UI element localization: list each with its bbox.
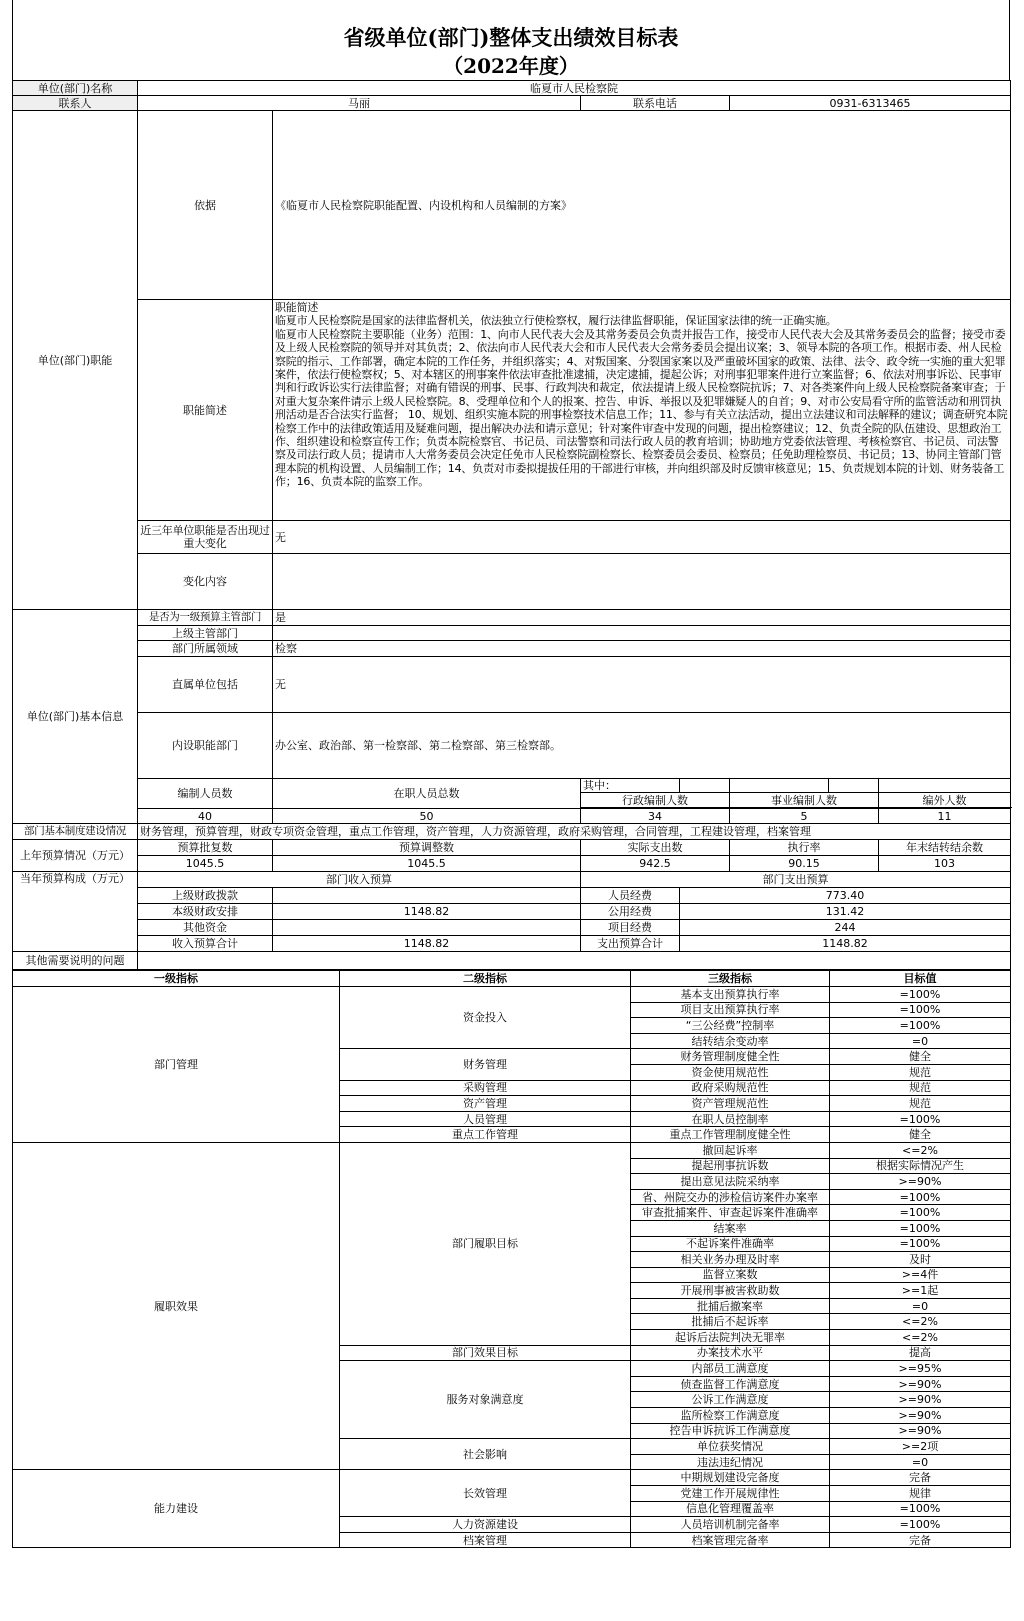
indicator-l3-cell: 审查批捕案件、审查起诉案件准确率 bbox=[631, 1205, 830, 1221]
function-section-label: 单位(部门)职能 bbox=[13, 111, 138, 610]
indicator-l3-cell: 财务管理制度健全性 bbox=[631, 1049, 830, 1065]
indicator-l3-cell: 重点工作管理制度健全性 bbox=[631, 1127, 830, 1143]
indicator-target-cell: >=1起 bbox=[830, 1283, 1011, 1299]
change-content-value bbox=[273, 554, 1011, 610]
indicator-l1-cell: 履职效果 bbox=[13, 1142, 340, 1469]
expense-value-3: 244 bbox=[680, 920, 1011, 936]
indicator-target-cell: =100% bbox=[830, 1517, 1011, 1533]
indicator-l3-cell: 开展刑事被害救助数 bbox=[631, 1283, 830, 1299]
indicator-target-cell: >=90% bbox=[830, 1423, 1011, 1439]
income-label-1: 上级财政拨款 bbox=[138, 888, 273, 904]
outside-label: 编外人数 bbox=[879, 793, 1011, 808]
indicator-l3-cell: 批捕后撤案率 bbox=[631, 1298, 830, 1314]
indicator-target-cell: 规范 bbox=[830, 1080, 1011, 1096]
indicator-l2-cell: 人员管理 bbox=[340, 1111, 631, 1127]
indicator-target-cell: 规范 bbox=[830, 1096, 1011, 1112]
this-year-label: 当年预算构成（万元） bbox=[13, 872, 138, 952]
indicator-l3-cell: 资金使用规范性 bbox=[631, 1064, 830, 1080]
indicator-header-l1: 一级指标 bbox=[13, 971, 340, 987]
staff-total-value: 50 bbox=[273, 809, 581, 824]
superior-label: 上级主管部门 bbox=[138, 626, 273, 641]
income-value-total: 1148.82 bbox=[273, 936, 581, 952]
indicator-l2-cell: 资产管理 bbox=[340, 1096, 631, 1112]
indicator-l3-cell: 撤回起诉率 bbox=[631, 1142, 830, 1158]
page-subtitle: （2022年度） bbox=[443, 54, 579, 78]
indicator-l3-cell: 公诉工作满意度 bbox=[631, 1392, 830, 1408]
indicator-target-cell: =100% bbox=[830, 1236, 1011, 1252]
indicator-l3-cell: 资产管理规范性 bbox=[631, 1096, 830, 1112]
indicator-row bbox=[13, 1142, 1011, 1158]
indicator-l2-cell: 采购管理 bbox=[340, 1080, 631, 1096]
indicator-target-cell: =100% bbox=[830, 1002, 1011, 1018]
last-year-header-3: 实际支出数 bbox=[581, 840, 730, 856]
expense-label-1: 人员经费 bbox=[581, 888, 680, 904]
indicator-l3-cell: 政府采购规范性 bbox=[631, 1080, 830, 1096]
indicator-l2-cell: 人力资源建设 bbox=[340, 1517, 631, 1533]
indicator-target-cell: >=90% bbox=[830, 1376, 1011, 1392]
indicator-l3-cell: 监督立案数 bbox=[631, 1267, 830, 1283]
system-value: 财务管理，预算管理，财政专项资金管理，重点工作管理，资产管理，人力资源管理，政府采购管理，合同管理，工程建设管理，档案管理 bbox=[138, 824, 1011, 840]
indicator-l3-cell: 单位获奖情况 bbox=[631, 1439, 830, 1455]
indicator-target-cell: 完备 bbox=[830, 1470, 1011, 1486]
other-value bbox=[138, 952, 1011, 970]
indicator-target-cell: =100% bbox=[830, 1220, 1011, 1236]
indicator-l3-cell: 档案管理完备率 bbox=[631, 1532, 830, 1548]
indicator-target-cell: 规范 bbox=[830, 1064, 1011, 1080]
expense-label-3: 项目经费 bbox=[581, 920, 680, 936]
summary-value: 职能简述 临夏市人民检察院是国家的法律监督机关，依法独立行使检察权，履行法律监督职能，保证国家法律的统一正确实施。 临夏市人民检察院主要职能（业务）范围：1、向市人民代表大会及其常务委员会负责并报告工作，接受市人民代表大会及其常务委员会的监督；接受市委及上级人民检察院的领导并对其负责；2、依法向市人民代表大会和市人民代表大会常务委员会提出议案；3、领导本院的各项工作。根据市委、州人民检察院的指示、工作部署，确定本院的工作任务，并组织落实；4、对叛国案、分裂国家案以及严重破坏国家的政策、法律、法令、政令统一实施的重大犯罪案件，依法行使检察权；5、对本辖区的刑事案件依法审查批准逮捕，决定逮捕，提起公诉；对刑事犯罪案件进行立案监督；6、依法对刑事诉讼、民事审判和行政诉讼实行法律监督；对确有错误的刑事、民事、行政判决和裁定，依法提请上级人民检察院抗诉；7、对各类案件向上级人民检察院备案审查；于对重大复杂案件请示上级人民检察院。8、受理单位和个人的报案、控告、申诉、举报以及犯罪嫌疑人的自首；9、对市公安局看守所的监管活动和刑罚执刑活动是否合法实行监督； 10、规划、组织实施本院的刑事检察技术信息工作；11、参与有关立法活动，提出立法建议和司法解释的建议；调查研究本院检察工作中的法律政策适用及疑难问题，提出解决办法和请示意见；针对案件审查中发现的问题，提出检察建议；12、负责全院的队伍建设、思想政治工作、组织建设和检察宣传工作；负责本院检察官、书记员、司法警察和司法行政人员的教育培训；协助地方党委依法管理、考核检察官、书记员、司法警察及司法行政人员；提请市人大常务委员会决定任免市人民检察院副检察长、检察委员会委员、检察员；任免助理检察员、书记员；13、协同主管部门管理本院的机构设置、人员编制工作；14、负责对市委拟提拔任用的干部进行审核，并向组织部及时反馈审核意见；15、负责规划本院的计划、财务装备工作；16、负责本院的监察工作。 bbox=[273, 300, 1011, 521]
indicator-target-cell: >=90% bbox=[830, 1408, 1011, 1424]
change-value: 无 bbox=[273, 521, 1011, 554]
admin-label: 行政编制人数 bbox=[581, 793, 730, 808]
expense-value-total: 1148.82 bbox=[680, 936, 1011, 952]
indicator-l2-cell: 部门履职目标 bbox=[340, 1142, 631, 1345]
admin-value: 34 bbox=[581, 809, 730, 824]
indicator-header-target: 目标值 bbox=[830, 971, 1011, 987]
last-year-value-4: 90.15 bbox=[730, 856, 879, 872]
last-year-header-1: 预算批复数 bbox=[138, 840, 273, 856]
indicator-l2-cell: 档案管理 bbox=[340, 1532, 631, 1548]
indicator-l3-cell: 批捕后不起诉率 bbox=[631, 1314, 830, 1330]
indicator-target-cell: =0 bbox=[830, 1033, 1011, 1049]
indicator-target-cell: >=90% bbox=[830, 1392, 1011, 1408]
indicator-target-cell: 根据实际情况产生 bbox=[830, 1158, 1011, 1174]
last-year-header-4: 执行率 bbox=[730, 840, 879, 856]
indicator-target-cell: <=2% bbox=[830, 1142, 1011, 1158]
page-title: 省级单位(部门)整体支出绩效目标表 bbox=[343, 25, 679, 50]
indicator-target-cell: =0 bbox=[830, 1298, 1011, 1314]
basis-label: 依据 bbox=[138, 111, 273, 300]
performance-target-sheet bbox=[12, 0, 1010, 1548]
indicator-l2-cell: 服务对象满意度 bbox=[340, 1361, 631, 1439]
domain-value: 检察 bbox=[273, 641, 1011, 657]
superior-value bbox=[273, 626, 1011, 641]
other-label: 其他需要说明的问题 bbox=[13, 952, 138, 970]
contact-value: 马丽 bbox=[138, 96, 581, 111]
indicator-target-cell: 及时 bbox=[830, 1252, 1011, 1268]
indicator-l3-cell: 违法违纪情况 bbox=[631, 1454, 830, 1470]
indicator-l2-cell: 财务管理 bbox=[340, 1049, 631, 1080]
indicator-target-cell: =100% bbox=[830, 1501, 1011, 1517]
change-content-label: 变化内容 bbox=[138, 554, 273, 610]
indicator-target-cell: 提高 bbox=[830, 1345, 1011, 1361]
indicator-header-l3: 三级指标 bbox=[631, 971, 830, 987]
indicator-l3-cell: 人员培训机制完备率 bbox=[631, 1517, 830, 1533]
of-which-label: 其中： bbox=[581, 779, 680, 793]
indicator-l3-cell: 提出意见法院采纳率 bbox=[631, 1174, 830, 1190]
last-year-value-3: 942.5 bbox=[581, 856, 730, 872]
indicator-l3-cell: 信息化管理覆盖率 bbox=[631, 1501, 830, 1517]
income-label-total: 收入预算合计 bbox=[138, 936, 273, 952]
income-value-1 bbox=[273, 888, 581, 904]
expense-label-total: 支出预算合计 bbox=[581, 936, 680, 952]
indicator-l3-cell: 办案技术水平 bbox=[631, 1345, 830, 1361]
indicator-row bbox=[13, 987, 1011, 1003]
public-label: 事业编制人数 bbox=[730, 793, 879, 808]
system-label: 部门基本制度建设情况 bbox=[13, 824, 138, 840]
expense-header: 部门支出预算 bbox=[581, 872, 1011, 888]
title-block bbox=[12, 0, 1010, 80]
indicator-l3-cell: 监所检察工作满意度 bbox=[631, 1408, 830, 1424]
indicator-l3-cell: 侦查监督工作满意度 bbox=[631, 1376, 830, 1392]
indicator-target-cell: =100% bbox=[830, 1189, 1011, 1205]
indicator-target-cell: 规律 bbox=[830, 1486, 1011, 1502]
is-primary-label: 是否为一级预算主管部门 bbox=[138, 610, 273, 626]
info-table bbox=[12, 80, 1011, 970]
indicator-target-cell: >=95% bbox=[830, 1361, 1011, 1377]
unit-name-value: 临夏市人民检察院 bbox=[138, 81, 1011, 96]
indicator-l3-cell: 省、州院交办的涉检信访案件办案率 bbox=[631, 1189, 830, 1205]
staff-total-label: 在职人员总数 bbox=[273, 779, 581, 809]
indicator-l3-cell: 结案率 bbox=[631, 1220, 830, 1236]
indicator-l2-cell: 重点工作管理 bbox=[340, 1127, 631, 1143]
indicator-l3-cell: 内部员工满意度 bbox=[631, 1361, 830, 1377]
indicator-target-cell: >=2项 bbox=[830, 1439, 1011, 1455]
income-label-3: 其他资金 bbox=[138, 920, 273, 936]
indicator-l3-cell: 项目支出预算执行率 bbox=[631, 1002, 830, 1018]
outside-value: 11 bbox=[879, 809, 1011, 824]
indicator-l3-cell: 相关业务办理及时率 bbox=[631, 1252, 830, 1268]
indicator-l3-cell: 不起诉案件准确率 bbox=[631, 1236, 830, 1252]
indicator-l3-cell: 提起刑事抗诉数 bbox=[631, 1158, 830, 1174]
staff-quota-label: 编制人员数 bbox=[138, 779, 273, 809]
subordinate-value: 无 bbox=[273, 657, 1011, 713]
indicator-l1-cell: 部门管理 bbox=[13, 987, 340, 1143]
indicator-target-cell: 完备 bbox=[830, 1532, 1011, 1548]
indicator-target-cell: =0 bbox=[830, 1454, 1011, 1470]
indicator-l3-cell: 基本支出预算执行率 bbox=[631, 987, 830, 1003]
indicator-l3-cell: 控告申诉抗诉工作满意度 bbox=[631, 1423, 830, 1439]
internal-label: 内设职能部门 bbox=[138, 713, 273, 779]
last-year-header-2: 预算调整数 bbox=[273, 840, 581, 856]
indicator-target-cell: =100% bbox=[830, 987, 1011, 1003]
indicator-target-cell: 健全 bbox=[830, 1127, 1011, 1143]
indicator-l2-cell: 社会影响 bbox=[340, 1439, 631, 1470]
basis-value: 《临夏市人民检察院职能配置、内设机构和人员编制的方案》 bbox=[273, 111, 1011, 300]
indicator-target-cell: =100% bbox=[830, 1205, 1011, 1221]
is-primary-value: 是 bbox=[273, 610, 1011, 626]
indicator-target-cell: <=2% bbox=[830, 1330, 1011, 1346]
indicator-target-cell: 健全 bbox=[830, 1049, 1011, 1065]
indicator-row bbox=[13, 1470, 1011, 1486]
indicator-l3-cell: 在职人员控制率 bbox=[631, 1111, 830, 1127]
indicator-target-cell: >=4件 bbox=[830, 1267, 1011, 1283]
last-year-value-2: 1045.5 bbox=[273, 856, 581, 872]
indicator-l3-cell: 结转结余变动率 bbox=[631, 1033, 830, 1049]
income-header: 部门收入预算 bbox=[138, 872, 581, 888]
unit-name-label: 单位(部门)名称 bbox=[13, 81, 138, 96]
last-year-label: 上年预算情况（万元） bbox=[13, 840, 138, 872]
indicator-l2-cell: 部门效果目标 bbox=[340, 1345, 631, 1361]
indicator-target-cell: <=2% bbox=[830, 1314, 1011, 1330]
income-label-2: 本级财政安排 bbox=[138, 904, 273, 920]
phone-value: 0931-6313465 bbox=[730, 96, 1011, 111]
change-label: 近三年单位职能是否出现过重大变化 bbox=[138, 521, 273, 554]
indicator-header-l2: 二级指标 bbox=[340, 971, 631, 987]
indicator-l1-cell: 能力建设 bbox=[13, 1470, 340, 1548]
phone-label: 联系电话 bbox=[581, 96, 730, 111]
public-value: 5 bbox=[730, 809, 879, 824]
last-year-value-5: 103 bbox=[879, 856, 1011, 872]
subordinate-label: 直属单位包括 bbox=[138, 657, 273, 713]
expense-label-2: 公用经费 bbox=[581, 904, 680, 920]
indicator-l2-cell: 资金投入 bbox=[340, 987, 631, 1049]
internal-value: 办公室、政治部、第一检察部、第二检察部、第三检察部。 bbox=[273, 713, 1011, 779]
indicator-l3-cell: 起诉后法院判决无罪率 bbox=[631, 1330, 830, 1346]
summary-label: 职能简述 bbox=[138, 300, 273, 521]
staff-quota-value: 40 bbox=[138, 809, 273, 824]
contact-label: 联系人 bbox=[13, 96, 138, 111]
domain-label: 部门所属领域 bbox=[138, 641, 273, 657]
expense-value-2: 131.42 bbox=[680, 904, 1011, 920]
indicator-l3-cell: 党建工作开展规律性 bbox=[631, 1486, 830, 1502]
indicator-l3-cell: “三公经费”控制率 bbox=[631, 1018, 830, 1034]
basic-section-label: 单位(部门)基本信息 bbox=[13, 610, 138, 824]
income-value-2: 1148.82 bbox=[273, 904, 581, 920]
last-year-value-1: 1045.5 bbox=[138, 856, 273, 872]
indicator-table bbox=[12, 970, 1011, 1548]
indicator-l2-cell: 长效管理 bbox=[340, 1470, 631, 1517]
expense-value-1: 773.40 bbox=[680, 888, 1011, 904]
indicator-l3-cell: 中期规划建设完备度 bbox=[631, 1470, 830, 1486]
last-year-header-5: 年末结转结余数 bbox=[879, 840, 1011, 856]
indicator-target-cell: =100% bbox=[830, 1018, 1011, 1034]
indicator-target-cell: =100% bbox=[830, 1111, 1011, 1127]
income-value-3 bbox=[273, 920, 581, 936]
indicator-target-cell: >=90% bbox=[830, 1174, 1011, 1190]
